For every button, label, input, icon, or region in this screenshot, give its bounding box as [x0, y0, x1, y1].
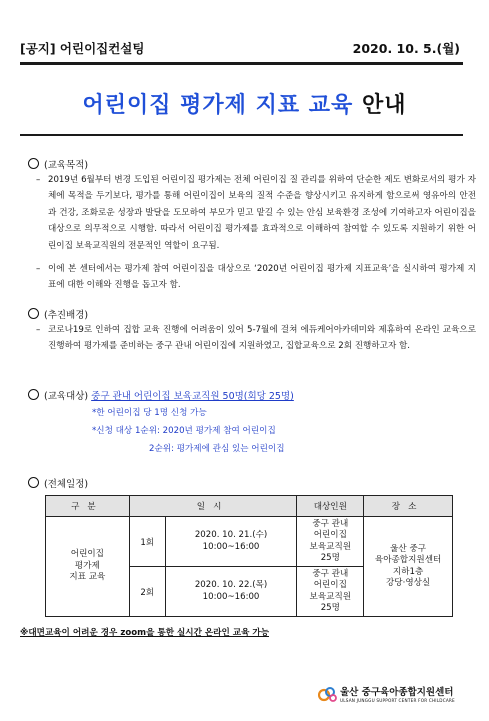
footnote: ※대면교육이 어려운 경우 zoom을 통한 실시간 온라인 교육 가능 — [20, 628, 269, 638]
background-text: 코로나19로 인하여 집합 교육 진행에 어려움이 있어 5-7월에 걸쳐 에듀케어아카데미와 제휴하여 온라인 교육으로 진행하여 평가제를 준비하는 중구 관내 어린이집에 지원하였고, 집합교육으로 2회 진행하고자 함. — [48, 325, 476, 352]
section-heading-text: (추진배경) — [44, 310, 89, 321]
target-line: 보육교직원 — [309, 591, 352, 602]
date-text: 2020. 10. 22.(목) — [194, 580, 268, 590]
time-text: 10:00~16:00 — [202, 591, 260, 602]
target-line: 어린이집 — [313, 580, 347, 590]
notice-date: 2020. 10. 5.(월) — [352, 41, 460, 56]
section-heading-text: (교육목적) — [44, 160, 89, 171]
table-header-row — [46, 496, 453, 517]
circle-bullet-icon — [28, 477, 39, 488]
dash-bullet: – — [36, 264, 41, 274]
target-cell — [297, 567, 364, 617]
target-cell — [297, 517, 364, 567]
table-header: 장소 — [364, 496, 453, 517]
time-text: 10:00~16:00 — [202, 541, 260, 552]
section-heading-text: (교육대상) — [44, 391, 89, 402]
target-line: 25명 — [320, 603, 340, 613]
target-line: 25명 — [320, 553, 340, 563]
purpose-paragraph-2 — [36, 261, 476, 294]
target-note-2: *신청 대상 1순위: 2020년 평가제 참여 어린이집 — [92, 426, 276, 436]
dash-bullet: – — [36, 325, 41, 335]
table-header: 일시 — [129, 496, 297, 517]
dash-bullet: – — [36, 175, 41, 185]
round-cell: 2회 — [129, 567, 165, 617]
purpose-text-2: 이에 본 센터에서는 평가제 참여 어린이집을 대상으로 ‘2020년 어린이집 평가제 지표교육’을 실시하여 평가제 지표에 대한 이해와 진행을 돕고자 함. — [48, 264, 476, 291]
target-line: 보육교직원 — [309, 541, 352, 552]
target-note-1: *한 어린이집 당 1명 신청 가능 — [92, 408, 207, 418]
program-line: 지표 교육 — [69, 572, 106, 583]
date-text: 2020. 10. 21.(수) — [194, 530, 268, 540]
title-tail: 안내 — [361, 93, 407, 118]
section-target-heading — [28, 388, 294, 402]
title-accent: 어린이집 평가제 지표 교육 — [82, 93, 354, 118]
place-line: 육아종합지원센터 — [374, 555, 442, 565]
title-divider — [20, 134, 463, 136]
table-header: 구분 — [46, 496, 130, 517]
program-line: 어린이집 — [70, 549, 104, 560]
purpose-text-1: 2019년 6월부터 변경 도입된 어린이집 평가제는 전체 어린이집 질 관리를 위하여 단순한 제도 변화로서의 평가 자체에 목적을 두기보다, 평가를 통해 어린이집이 보육의 질적 수준을 향상시키고 유지하게 함으로써 영유아의 안전과 건강, 조화로운 성장과 발달을 도모하여 부모가 믿고 맡길 수 있는 안심 보육환경 조성에 기여하고자 어린이집을 대상으로 의무적으로 시행함. 따라서 어린이집 평가제를 효과적으로 이해하여 참여할 수 있도록 지원하기 위한 어린이집 보육교직원의 전문적인 역할이 요구됨. — [48, 175, 476, 251]
circle-bullet-icon — [28, 389, 39, 400]
target-line: 중구 관내 — [312, 518, 349, 529]
program-cell — [46, 517, 130, 617]
schedule-table — [45, 495, 453, 617]
program-line: 평가제 — [74, 560, 100, 571]
place-line: 울산 중구 — [390, 543, 427, 554]
notice-category: [공지] 어린이집컨설팅 — [20, 41, 145, 56]
circle-bullet-icon — [28, 158, 39, 169]
datetime-cell — [165, 517, 297, 567]
target-value: 중구 관내 어린이집 보육교직원 50명(회당 25명) — [91, 391, 294, 402]
target-note-3: 2순위: 평가제에 관심 있는 어린이집 — [149, 444, 285, 454]
purpose-paragraph-1 — [36, 172, 476, 254]
place-line: 지하1층 — [392, 566, 424, 577]
place-cell — [364, 517, 453, 617]
table-row — [46, 517, 453, 567]
section-purpose-heading — [28, 157, 88, 171]
org-name: 울산 중구육아종합지원센터 — [340, 687, 454, 698]
round-cell: 1회 — [129, 517, 165, 567]
section-heading-text: (전체일정) — [44, 479, 89, 490]
background-paragraph — [36, 322, 476, 355]
center-logo-icon — [318, 684, 338, 704]
section-background-heading — [28, 307, 88, 321]
table-header: 대상인원 — [297, 496, 364, 517]
target-line: 어린이집 — [313, 530, 347, 540]
org-name-english: ULSAN JUNGGU SUPPORT CENTER FOR CHILDCARE — [340, 698, 455, 703]
place-line: 강당·영상실 — [385, 578, 431, 588]
section-schedule-heading — [28, 476, 88, 490]
header-divider — [20, 62, 463, 65]
page-title — [0, 88, 489, 119]
datetime-cell — [165, 567, 297, 617]
target-line: 중구 관내 — [312, 568, 349, 579]
circle-bullet-icon — [28, 308, 39, 319]
